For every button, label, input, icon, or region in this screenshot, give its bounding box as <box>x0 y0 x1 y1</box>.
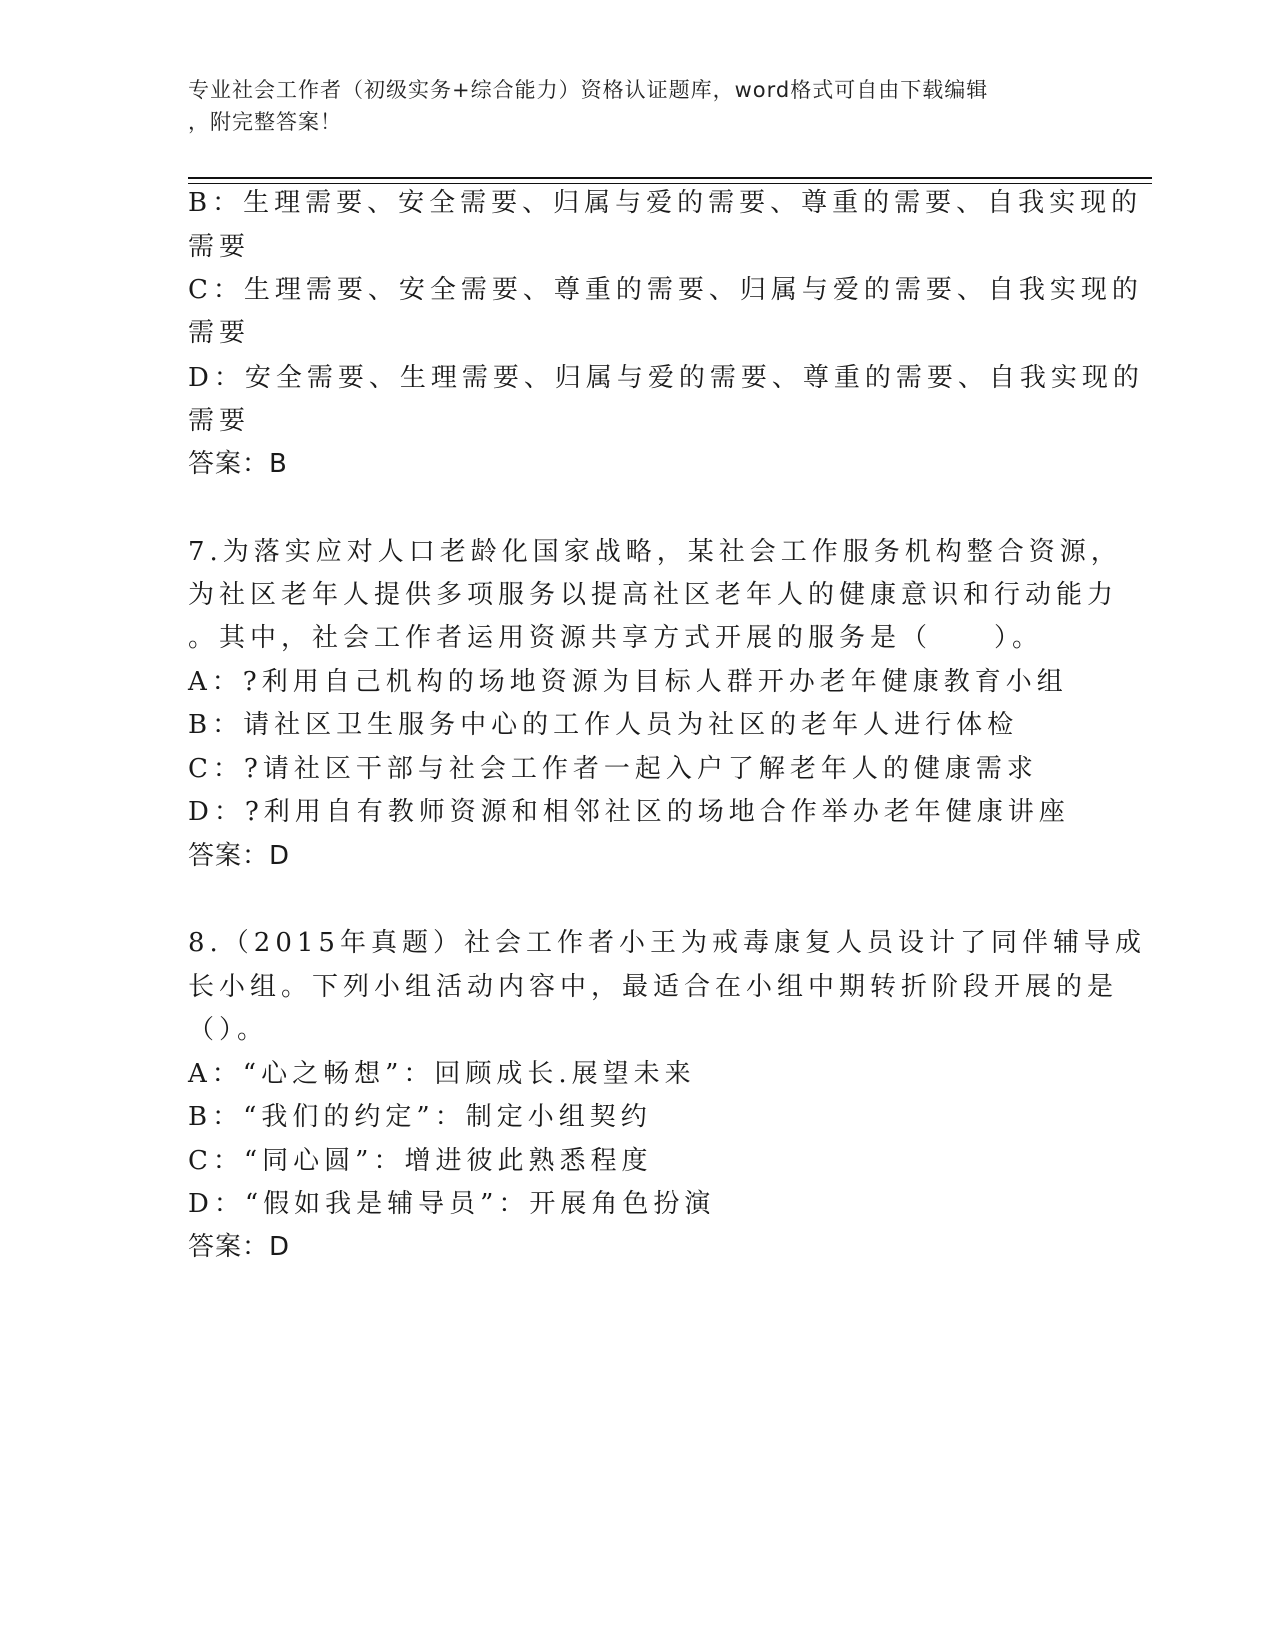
q8-stem-line-1: 8.（2015年真题）社会工作者小王为戒毒康复人员设计了同伴辅导成 <box>188 928 1146 958</box>
q7-option-d: D：?利用自有教师资源和相邻社区的场地合作举办老年健康讲座 <box>188 797 1070 827</box>
header-divider-thin <box>188 183 1152 184</box>
q7-answer: 答案：D <box>188 841 291 871</box>
q8-option-a: A：“心之畅想”：回顾成长.展望未来 <box>188 1059 696 1089</box>
q8-stem-line-3: （）。 <box>188 1015 269 1045</box>
header-line-2: ，附完整答案！ <box>188 110 342 134</box>
q6-answer: 答案：B <box>188 449 288 479</box>
q6-option-d-line-1: D：安全需要、生理需要、归属与爱的需要、尊重的需要、自我实现的 <box>188 363 1144 393</box>
q7-stem-line-2: 为社区老年人提供多项服务以提高社区老年人的健康意识和行动能力 <box>188 580 1119 610</box>
q7-stem-line-1: 7.为落实应对人口老龄化国家战略，某社会工作服务机构整合资源， <box>188 537 1122 567</box>
q7-option-c: C：?请社区干部与社会工作者一起入户了解老年人的健康需求 <box>188 754 1038 784</box>
q6-option-b-line-2: 需要 <box>188 232 251 262</box>
document-header <box>188 74 1088 138</box>
q8-stem-line-2: 长小组。下列小组活动内容中，最适合在小组中期转折阶段开展的是 <box>188 972 1119 1002</box>
q7-option-a: A：?利用自己机构的场地资源为目标人群开办老年健康教育小组 <box>188 667 1068 697</box>
q7-option-b: B：请社区卫生服务中心的工作人员为社区的老年人进行体检 <box>188 710 1019 740</box>
q8-answer: 答案：D <box>188 1232 291 1262</box>
q6-option-c-line-2: 需要 <box>188 318 251 348</box>
q6-option-d-line-2: 需要 <box>188 406 251 436</box>
header-divider-thick <box>188 177 1152 179</box>
q6-option-c-line-1: C：生理需要、安全需要、尊重的需要、归属与爱的需要、自我实现的 <box>188 275 1143 305</box>
q8-option-c: C：“同心圆”：增进彼此熟悉程度 <box>188 1146 653 1176</box>
q8-option-d: D：“假如我是辅导员”：开展角色扮演 <box>188 1189 716 1219</box>
q7-stem-line-3: 。其中，社会工作者运用资源共享方式开展的服务是（ ）。 <box>188 623 1044 653</box>
q6-option-b-line-1: B：生理需要、安全需要、归属与爱的需要、尊重的需要、自我实现的 <box>188 188 1143 218</box>
header-line-1: 专业社会工作者（初级实务+综合能力）资格认证题库，word格式可自由下载编辑 <box>188 78 989 102</box>
q8-option-b: B：“我们的约定”：制定小组契约 <box>188 1102 652 1132</box>
